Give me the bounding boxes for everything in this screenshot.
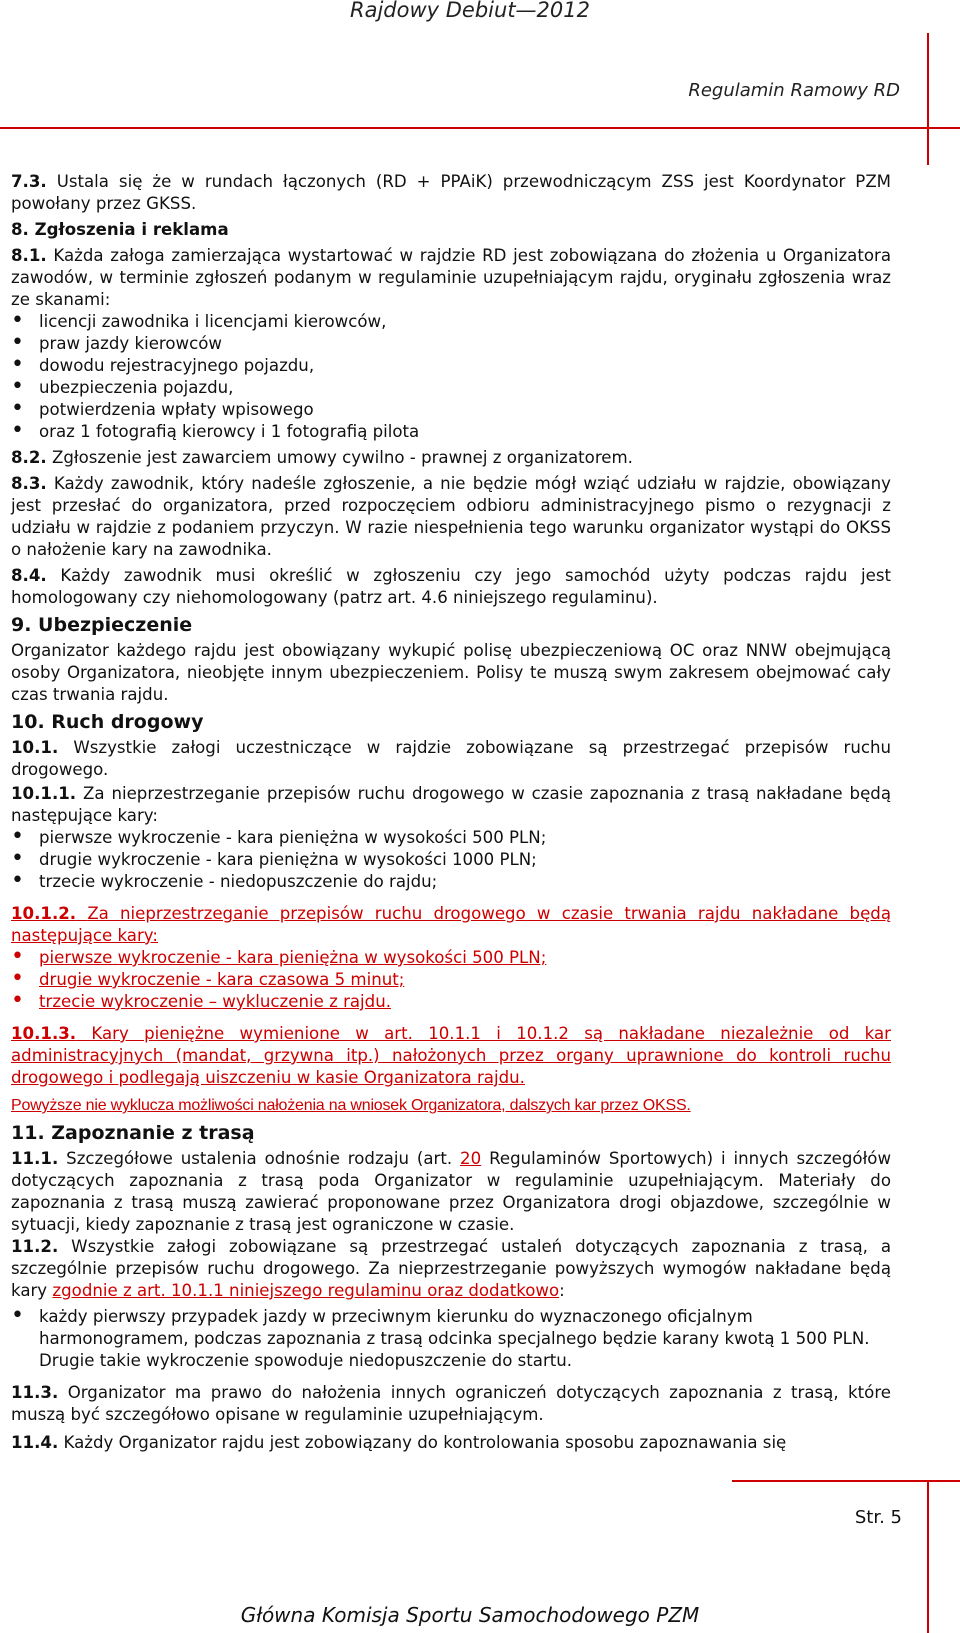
heading-11: 11. Zapoznanie z trasą (11, 1122, 255, 1144)
list-item: • praw jazdy kierowców (11, 333, 891, 355)
paragraph-text: Za nieprzestrzeganie przepisów ruchu drogowego w czasie zapoznania z trasą nakładane będą następujące kary: (11, 784, 891, 825)
recon-penalties-list (11, 1306, 891, 1372)
section-number: 11.1. (11, 1149, 59, 1168)
paragraph-text: : (559, 1281, 565, 1300)
heading-10: 10. Ruch drogowy (11, 711, 204, 733)
section-number: 8.3. (11, 474, 47, 493)
paragraph-text: Każdy zawodnik, który nadeśle zgłoszenie, a nie będzie mógł wziąć udziału w rajdzie, obowiązany jest przesłać do organizatora, przed rozpoczęciem odbioru administracyjnego pismo o rezygnacji z udziału w rajdzie z podaniem przyczyn. W razie niespełnienia tego warunku organizator wystąpi do OKSS o nałożenie kary na zawodnika. (11, 474, 892, 559)
section-number: 10.1. (11, 738, 59, 757)
paragraph-11-3 (11, 1382, 891, 1426)
list-item: • oraz 1 fotografią kierowcy i 1 fotografią pilota (11, 421, 891, 443)
list-item: • ubezpieczenia pojazdu, (11, 377, 891, 399)
paragraph-8-1 (11, 245, 891, 311)
list-item (11, 969, 891, 991)
paragraph-text: Ustala się że w rundach łączonych (RD + PPAiK) przewodniczącym ZSS jest Koordynator PZM powołany przez GKSS. (11, 172, 892, 213)
section-number: 11.3. (11, 1383, 59, 1402)
rally-penalties-list (11, 947, 891, 1013)
section-number: 7.3. (11, 172, 47, 191)
paragraph-text: Szczegółowe ustalenia odnośnie rodzaju (art. (66, 1149, 453, 1168)
section-number: 11.2. (11, 1237, 59, 1256)
paragraph-10-1-2 (11, 903, 891, 947)
section-number: 8.2. (11, 448, 47, 467)
documents-list (11, 311, 891, 443)
paragraph-text: Każdy zawodnik musi określić w zgłoszeniu czy jego samochód użyty podczas rajdu jest homologowany czy niehomologowany (patrz art. 4.6 niniejszego regulaminu). (11, 566, 891, 607)
paragraph-11-2 (11, 1236, 891, 1302)
section-number: 8.1. (11, 246, 47, 265)
paragraph-text: Zgłoszenie jest zawarciem umowy cywilno - prawnej z organizatorem. (51, 448, 633, 467)
heading-8: 8. Zgłoszenia i reklama (11, 220, 229, 239)
document-body (11, 171, 891, 1454)
list-item-text: pierwsze wykroczenie - kara pieniężna w wysokości 500 PLN; (39, 948, 547, 967)
regulation-title: Regulamin Ramowy RD (688, 80, 900, 101)
red-note: Powyższe nie wyklucza możliwości nałożenia na wniosek Organizatora, dalszych kar przez OKSS. (11, 1097, 691, 1114)
list-item (11, 947, 891, 969)
header-rule (0, 127, 960, 129)
list-item: • pierwsze wykroczenie - kara pieniężna w wysokości 500 PLN; (11, 827, 891, 849)
list-item: • każdy pierwszy przypadek jazdy w przeciwnym kierunku do wyznaczonego oficjalnym harmonogramem, podczas zapoznania z trasą odcinka specjalnego będzie karany kwotą 1 500 PLN. Drugie takie wykroczenie spowoduje niedopuszczenie do startu. (11, 1306, 891, 1372)
paragraph-8-4 (11, 565, 891, 609)
paragraph-10-1-3 (11, 1023, 891, 1089)
list-item: • trzecie wykroczenie - niedopuszczenie do rajdu; (11, 871, 891, 893)
list-item: • potwierdzenia wpłaty wpisowego (11, 399, 891, 421)
page-number: Str. 5 (854, 1507, 902, 1528)
list-item (11, 991, 891, 1013)
footer-organization: Główna Komisja Sportu Samochodowego PZM (240, 1603, 700, 1627)
section-number: 11.4. (11, 1433, 59, 1452)
paragraph-11-1 (11, 1148, 891, 1236)
list-item-text: trzecie wykroczenie – wykluczenie z rajdu. (39, 992, 391, 1011)
paragraph-text: Wszystkie załogi zobowiązane są przestrzegać ustaleń dotyczących zapoznania z trasą, a szczególnie przepisów ruchu drogowego. Za nieprzestrzeganie powyższych wymogów nakładane będą kary (11, 1237, 891, 1300)
paragraph-text: Regulaminów Sportowych) i innych szczegółów dotyczących zapoznania z trasą poda Organizator w regulaminie uzupełniającym. Materiały do zapoznania z trasą muszą zawierać proponowane przez Organizatora drogi objazdowe, szczególnie w sytuacji, kiedy zapoznanie z trasą jest ograniczone w czasie. (11, 1149, 892, 1234)
paragraph-7-3 (11, 171, 891, 215)
list-item-text: drugie wykroczenie - kara czasowa 5 minut; (39, 970, 405, 989)
list-item: • licencji zawodnika i licencjami kierowców, (11, 311, 891, 333)
list-item: • dowodu rejestracyjnego pojazdu, (11, 355, 891, 377)
article-link[interactable]: 20 (460, 1149, 482, 1168)
top-title: Rajdowy Debiut—2012 (350, 0, 590, 22)
paragraph-8-3 (11, 473, 891, 561)
paragraph-text: Każda załoga zamierzająca wystartować w rajdzie RD jest zobowiązana do złożenia u Organizatora zawodów, w terminie zgłoszeń podanym w regulaminie uzupełniającym rajdu, oryginału zgłoszenia wraz ze skanami: (11, 246, 891, 309)
heading-9: 9. Ubezpieczenie (11, 614, 193, 636)
paragraph-10-1 (11, 737, 891, 781)
paragraph-11-4 (11, 1432, 891, 1454)
paragraph-text: Kary pieniężne wymienione w art. 10.1.1 i 10.1.2 są nakładane niezależnie od kar administracyjnych (mandat, grzywna itp.) nałożonych przez organy uprawnione do kontroli ruchu drogowego i podlegają uiszczeniu w kasie Organizatora rajdu. (11, 1024, 891, 1087)
footer-rule (732, 1480, 960, 1482)
article-reference-link[interactable]: zgodnie z art. 10.1.1 niniejszego regulaminu oraz dodatkowo (52, 1281, 560, 1300)
paragraph-text: Organizator ma prawo do nałożenia innych ograniczeń dotyczących zapoznania z trasą, które muszą być szczegółowo opisane w regulaminie uzupełniającym. (11, 1383, 891, 1424)
section-number: 8.4. (11, 566, 47, 585)
paragraph-text: Wszystkie załogi uczestniczące w rajdzie zobowiązane są przestrzegać przepisów ruchu drogowego. (11, 738, 891, 779)
penalties-list (11, 827, 891, 893)
paragraph-text: Za nieprzestrzeganie przepisów ruchu drogowego w czasie trwania rajdu nakładane będą następujące kary: (11, 904, 891, 945)
paragraph-text: Każdy Organizator rajdu jest zobowiązany do kontrolowania sposobu zapoznawania się (63, 1433, 787, 1452)
section-number: 10.1.3. (11, 1024, 77, 1043)
paragraph-10-1-1 (11, 783, 891, 827)
header-vertical-rule (927, 33, 929, 165)
list-item: • drugie wykroczenie - kara pieniężna w wysokości 1000 PLN; (11, 849, 891, 871)
section-number: 10.1.2. (11, 904, 77, 923)
section-number: 10.1.1. (11, 784, 77, 803)
paragraph-9: Organizator każdego rajdu jest obowiązany wykupić polisę ubezpieczeniową OC oraz NNW obejmującą osoby Organizatora, nieobjęte innym ubezpieczeniem. Polisy te muszą swym zakresem obejmować cały czas trwania rajdu. (11, 641, 891, 704)
paragraph-8-2 (11, 447, 891, 469)
